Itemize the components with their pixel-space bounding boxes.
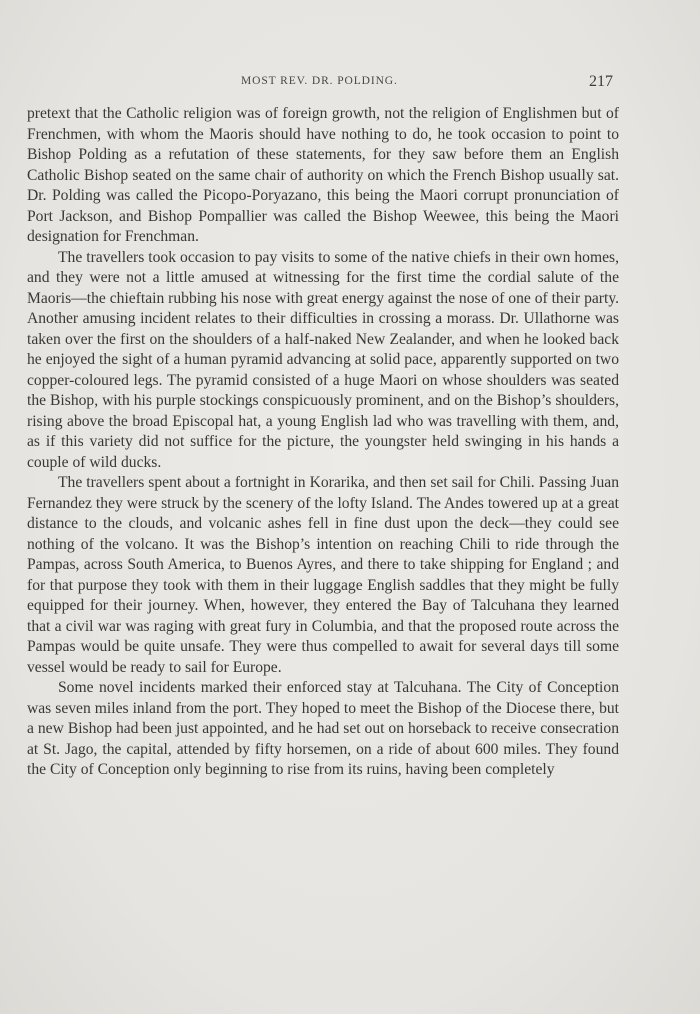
paragraph-continuation: pretext that the Catholic religion was of foreign growth, not the religion of Englishmen but of Frenchmen, with whom the Maoris should have nothing to do, he took occasion to point to Bishop Polding as a refutation of these statements, for they saw before them an English Catholic Bishop seated on the same chair of authority on which the French Bishop usually sat. Dr. Polding was called the Picopo-Poryazano, this being the Maori corrupt pronunciation of Port Jackson, and Bishop Pompallier was called the Bishop Weewee, this being the Maori designation for Frenchman.	[27, 105, 619, 245]
body-text	[27, 104, 619, 781]
running-head-title: MOST REV. DR. POLDING.	[241, 75, 398, 87]
running-head	[0, 73, 700, 93]
page-number: 217	[589, 73, 613, 90]
paragraph-talcuhana: Some novel incidents marked their enforced stay at Talcuhana. The City of Conception was seven miles inland from the port. They hoped to meet the Bishop of the Diocese there, but a new Bishop had been just appointed, and he had set out on horseback to receive consecration at St. Jago, the capital, attended by fifty horsemen, on a ride of about 600 miles. They found the City of Conception only beginning to rise from its ruins, having been completely	[27, 679, 619, 778]
paragraph-maori-salute: The travellers took occasion to pay visits to some of the native chiefs in their own homes, and they were not a little amused at witnessing for the first time the cordial salute of the Maoris—the chieftain rubbing his nose with great energy against the nose of one of their party. Another amusing incident relates to their difficulties in crossing a morass. Dr. Ullathorne was taken over the first on the shoulders of a half-naked New Zealander, and when he looked back he enjoyed the sight of a human pyramid advancing at solid pace, apparently supported on two copper-coloured legs. The pyramid consisted of a huge Maori on whose shoulders was seated the Bishop, with his purple stockings conspicuously prominent, and on the Bishop’s shoulders, rising above the broad Episcopal hat, a young English lad who was travelling with them, and, as if this variety did not suffice for the picture, the youngster held swinging in his hands a couple of wild ducks.	[27, 248, 619, 471]
paragraph-chili-voyage: The travellers spent about a fortnight in Korarika, and then set sail for Chili. Passing Juan Fernandez they were struck by the scenery of the lofty Island. The Andes towered up at a great distance to the clouds, and volcanic ashes fell in fine dust upon the deck—they could see nothing of the volcano. It was the Bishop’s intention on reaching Chili to ride through the Pampas, across South America, to Buenos Ayres, and there to take shipping for England ; and for that purpose they took with them in their luggage English saddles that they might be fully equipped for their journey. When, however, they entered the Bay of Talcuhana they learned that a civil war was raging with great fury in Columbia, and that the proposed route across the Pampas would be quite unsafe. They were thus compelled to await for several days till some vessel would be ready to sail for Europe.	[27, 474, 619, 676]
